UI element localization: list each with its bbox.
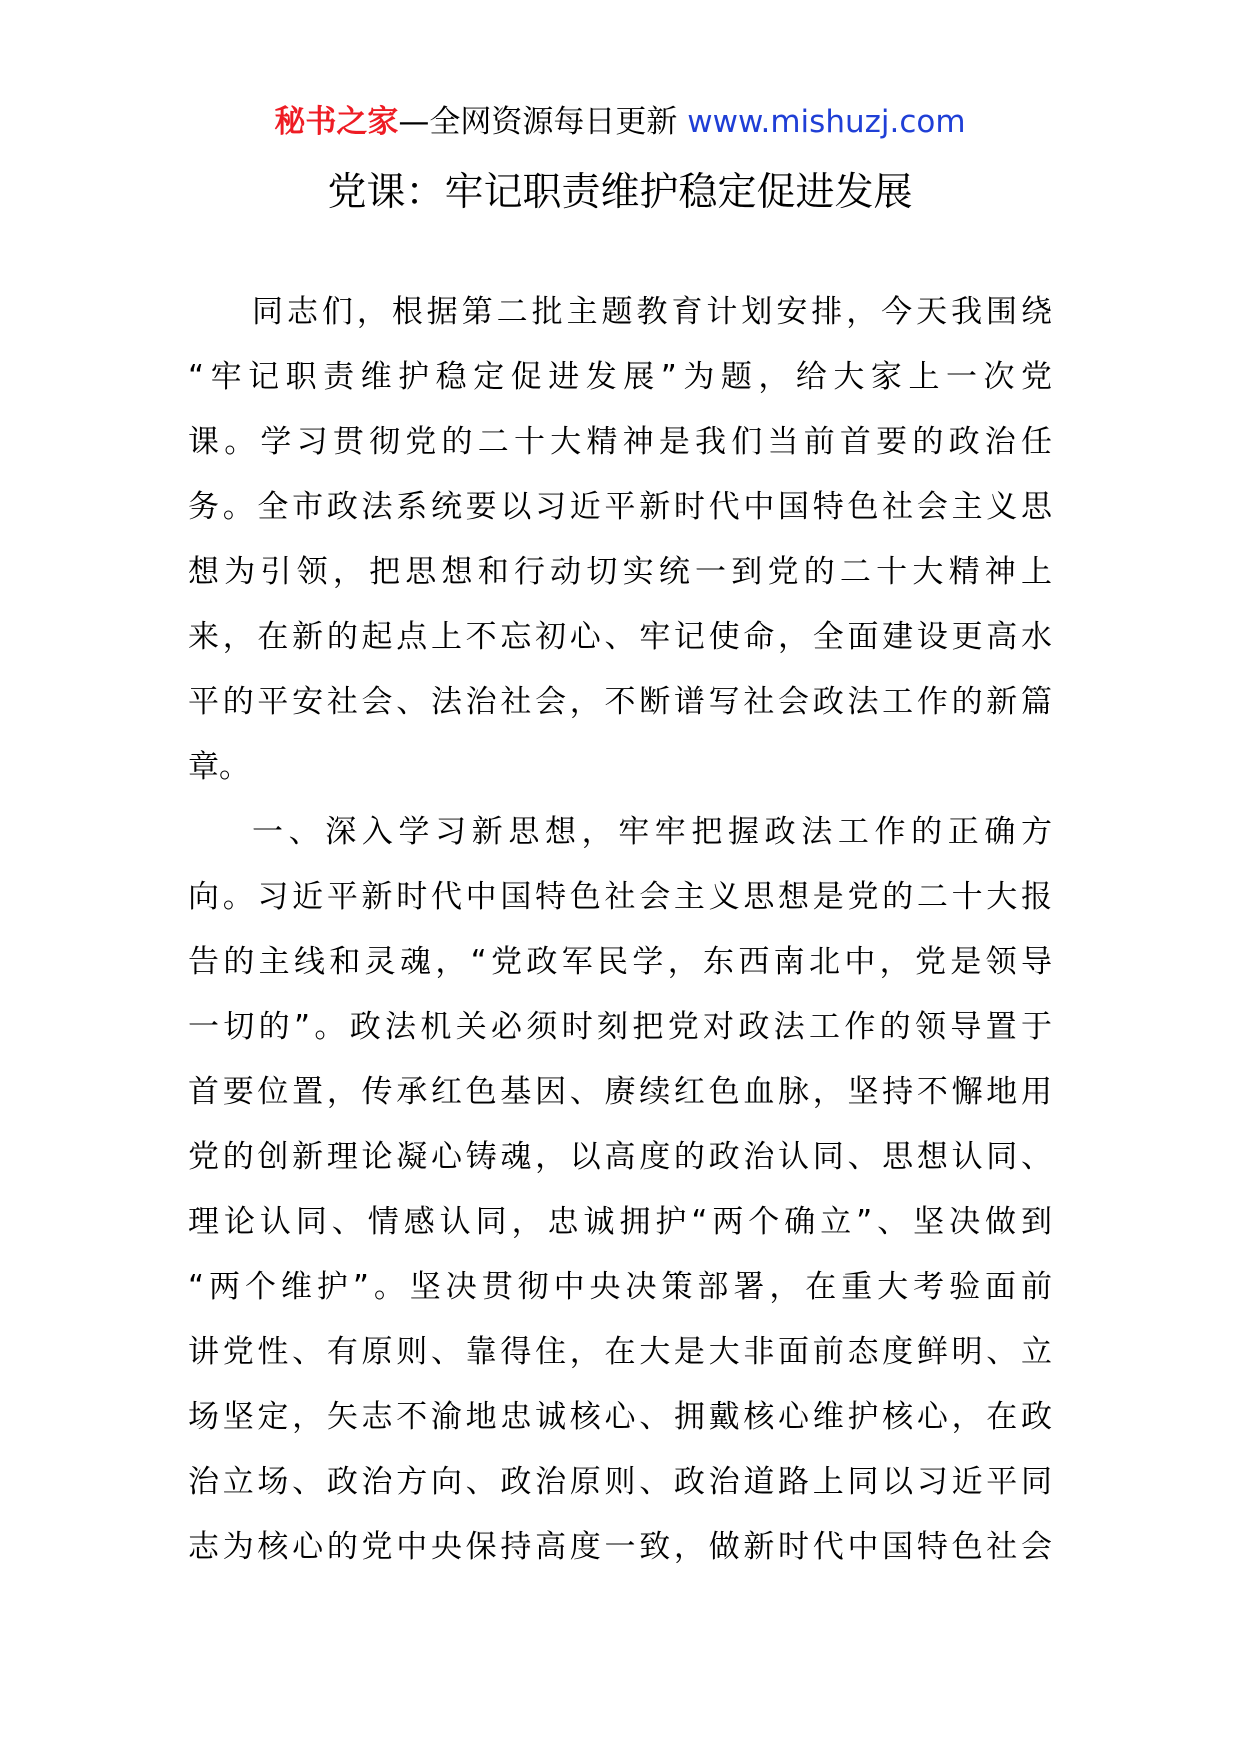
paragraph-2-line: 志为核心的党中央保持高度一致，做新时代中国特色社会 [188, 1529, 1052, 1565]
paragraph-1-line: 章。 [188, 749, 250, 785]
paragraph-1-line: 来，在新的起点上不忘初心、牢记使命，全面建设更高水 [188, 619, 1052, 655]
document-body [188, 290, 1052, 1590]
paragraph-2-line: 党的创新理论凝心铸魂，以高度的政治认同、思想认同、 [188, 1139, 1052, 1175]
document-title: 党课：牢记职责维护稳定促进发展 [327, 170, 913, 215]
paragraph-2-line: 首要位置，传承红色基因、赓续红色血脉，坚持不懈地用 [188, 1074, 1052, 1110]
paragraph-2-line: “两个维护”。坚决贯彻中央决策部署，在重大考验面前 [188, 1269, 1052, 1305]
site-url-link[interactable]: www.mishuzj.com [687, 104, 966, 140]
paragraph-2-line: 讲党性、有原则、靠得住，在大是大非面前态度鲜明、立 [188, 1334, 1052, 1370]
site-header [0, 100, 1240, 144]
paragraph-2-line: 一、深入学习新思想，牢牢把握政法工作的正确方 [252, 814, 1052, 850]
paragraph-1-line: 课。学习贯彻党的二十大精神是我们当前首要的政治任 [188, 424, 1052, 460]
paragraph-2-line: 告的主线和灵魂，“党政军民学，东西南北中，党是领导 [188, 944, 1052, 980]
paragraph-1-line: 同志们，根据第二批主题教育计划安排，今天我围绕 [252, 294, 1052, 330]
site-tagline: —全网资源每日更新 [398, 104, 678, 140]
paragraph-2-line: 场坚定，矢志不渝地忠诚核心、拥戴核心维护核心，在政 [188, 1399, 1052, 1435]
paragraph-1-line: “牢记职责维护稳定促进发展”为题，给大家上一次党 [188, 359, 1052, 395]
paragraph-1-line: 务。全市政法系统要以习近平新时代中国特色社会主义思 [188, 489, 1052, 525]
paragraph-2-line: 理论认同、情感认同，忠诚拥护“两个确立”、坚决做到 [188, 1204, 1052, 1240]
paragraph-2-line: 治立场、政治方向、政治原则、政治道路上同以习近平同 [188, 1464, 1052, 1500]
paragraph-2-line: 一切的”。政法机关必须时刻把党对政法工作的领导置于 [188, 1009, 1052, 1045]
site-name: 秘书之家 [274, 104, 399, 140]
paragraph-1-line: 平的平安社会、法治社会，不断谱写社会政法工作的新篇 [188, 684, 1052, 720]
paragraph-1-line: 想为引领，把思想和行动切实统一到党的二十大精神上 [188, 554, 1052, 590]
paragraph-2-line: 向。习近平新时代中国特色社会主义思想是党的二十大报 [188, 879, 1052, 915]
